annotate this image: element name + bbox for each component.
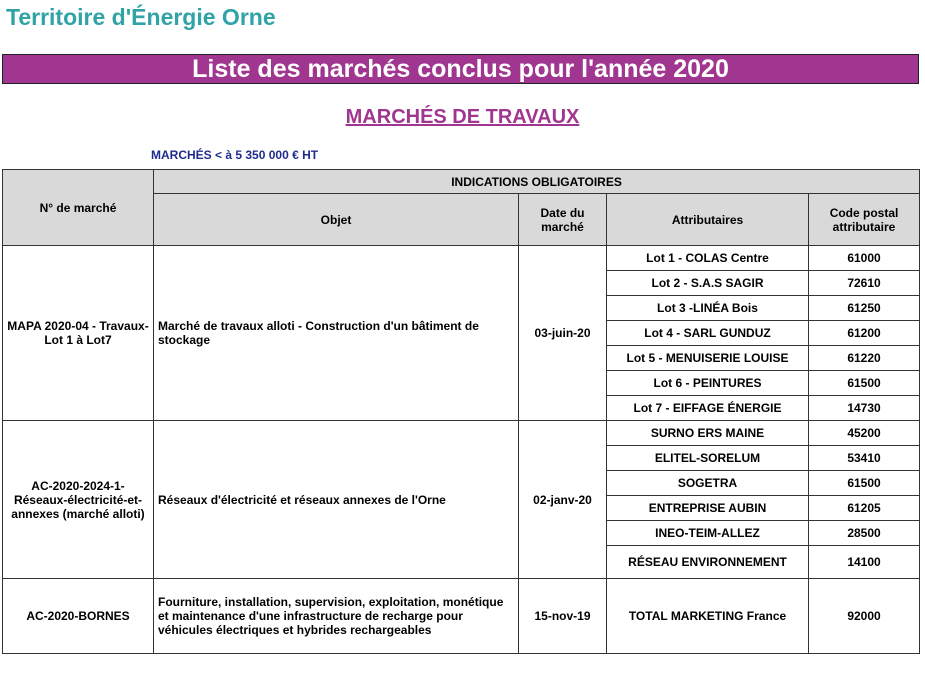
header-code-postal: Code postal attributaire xyxy=(809,194,920,246)
postal-code: 61220 xyxy=(809,346,920,371)
postal-code: 61500 xyxy=(809,471,920,496)
attributaire: Lot 1 - COLAS Centre xyxy=(607,246,809,271)
attributaire: RÉSEAU ENVIRONNEMENT xyxy=(607,546,809,579)
postal-code: 61205 xyxy=(809,496,920,521)
organization-title: Territoire d'Énergie Orne xyxy=(6,4,276,30)
attributaire: Lot 6 - PEINTURES xyxy=(607,371,809,396)
market-date: 03-juin-20 xyxy=(519,246,607,421)
market-number: AC-2020-2024-1- Réseaux-électricité-et- annexes (marché alloti) xyxy=(3,421,154,579)
postal-code: 61500 xyxy=(809,371,920,396)
attributaire: TOTAL MARKETING France xyxy=(607,579,809,654)
threshold-label: MARCHÉS < à 5 350 000 € HT xyxy=(151,148,319,162)
table-row xyxy=(3,246,920,271)
header-date: Date du marché xyxy=(519,194,607,246)
attributaire: ENTREPRISE AUBIN xyxy=(607,496,809,521)
table-row xyxy=(3,579,920,654)
postal-code: 14730 xyxy=(809,396,920,421)
attributaire: Lot 2 - S.A.S SAGIR xyxy=(607,271,809,296)
header-objet: Objet xyxy=(154,194,519,246)
attributaire: Lot 3 -LINÉA Bois xyxy=(607,296,809,321)
market-date: 02-janv-20 xyxy=(519,421,607,579)
attributaire: Lot 4 - SARL GUNDUZ xyxy=(607,321,809,346)
postal-code: 14100 xyxy=(809,546,920,579)
postal-code: 92000 xyxy=(809,579,920,654)
attributaire: INEO-TEIM-ALLEZ xyxy=(607,521,809,546)
header-group: INDICATIONS OBLIGATOIRES xyxy=(154,170,920,194)
attributaire: SURNO ERS MAINE xyxy=(607,421,809,446)
postal-code: 72610 xyxy=(809,271,920,296)
header-attributaires: Attributaires xyxy=(607,194,809,246)
market-number: AC-2020-BORNES xyxy=(3,579,154,654)
page-banner: Liste des marchés conclus pour l'année 2020 xyxy=(2,54,919,84)
postal-code: 53410 xyxy=(809,446,920,471)
postal-code: 61250 xyxy=(809,296,920,321)
header-numero: N° de marché xyxy=(3,170,154,246)
markets-table xyxy=(2,169,920,654)
section-title: MARCHÉS DE TRAVAUX xyxy=(345,106,580,128)
postal-code: 45200 xyxy=(809,421,920,446)
attributaire: Lot 5 - MENUISERIE LOUISE xyxy=(607,346,809,371)
market-object: Fourniture, installation, supervision, exploitation, monétique et maintenance d'une infrastructure de recharge pour véhicules électriques et hybrides rechargeables xyxy=(154,579,519,654)
market-object: Marché de travaux alloti - Construction d'un bâtiment de stockage xyxy=(154,246,519,421)
attributaire: Lot 7 - EIFFAGE ÉNERGIE xyxy=(607,396,809,421)
postal-code: 28500 xyxy=(809,521,920,546)
market-object: Réseaux d'électricité et réseaux annexes de l'Orne xyxy=(154,421,519,579)
table-header-row xyxy=(3,170,920,194)
postal-code: 61200 xyxy=(809,321,920,346)
market-number: MAPA 2020-04 - Travaux- Lot 1 à Lot7 xyxy=(3,246,154,421)
table-row xyxy=(3,421,920,446)
postal-code: 61000 xyxy=(809,246,920,271)
attributaire: ELITEL-SORELUM xyxy=(607,446,809,471)
market-date: 15-nov-19 xyxy=(519,579,607,654)
attributaire: SOGETRA xyxy=(607,471,809,496)
